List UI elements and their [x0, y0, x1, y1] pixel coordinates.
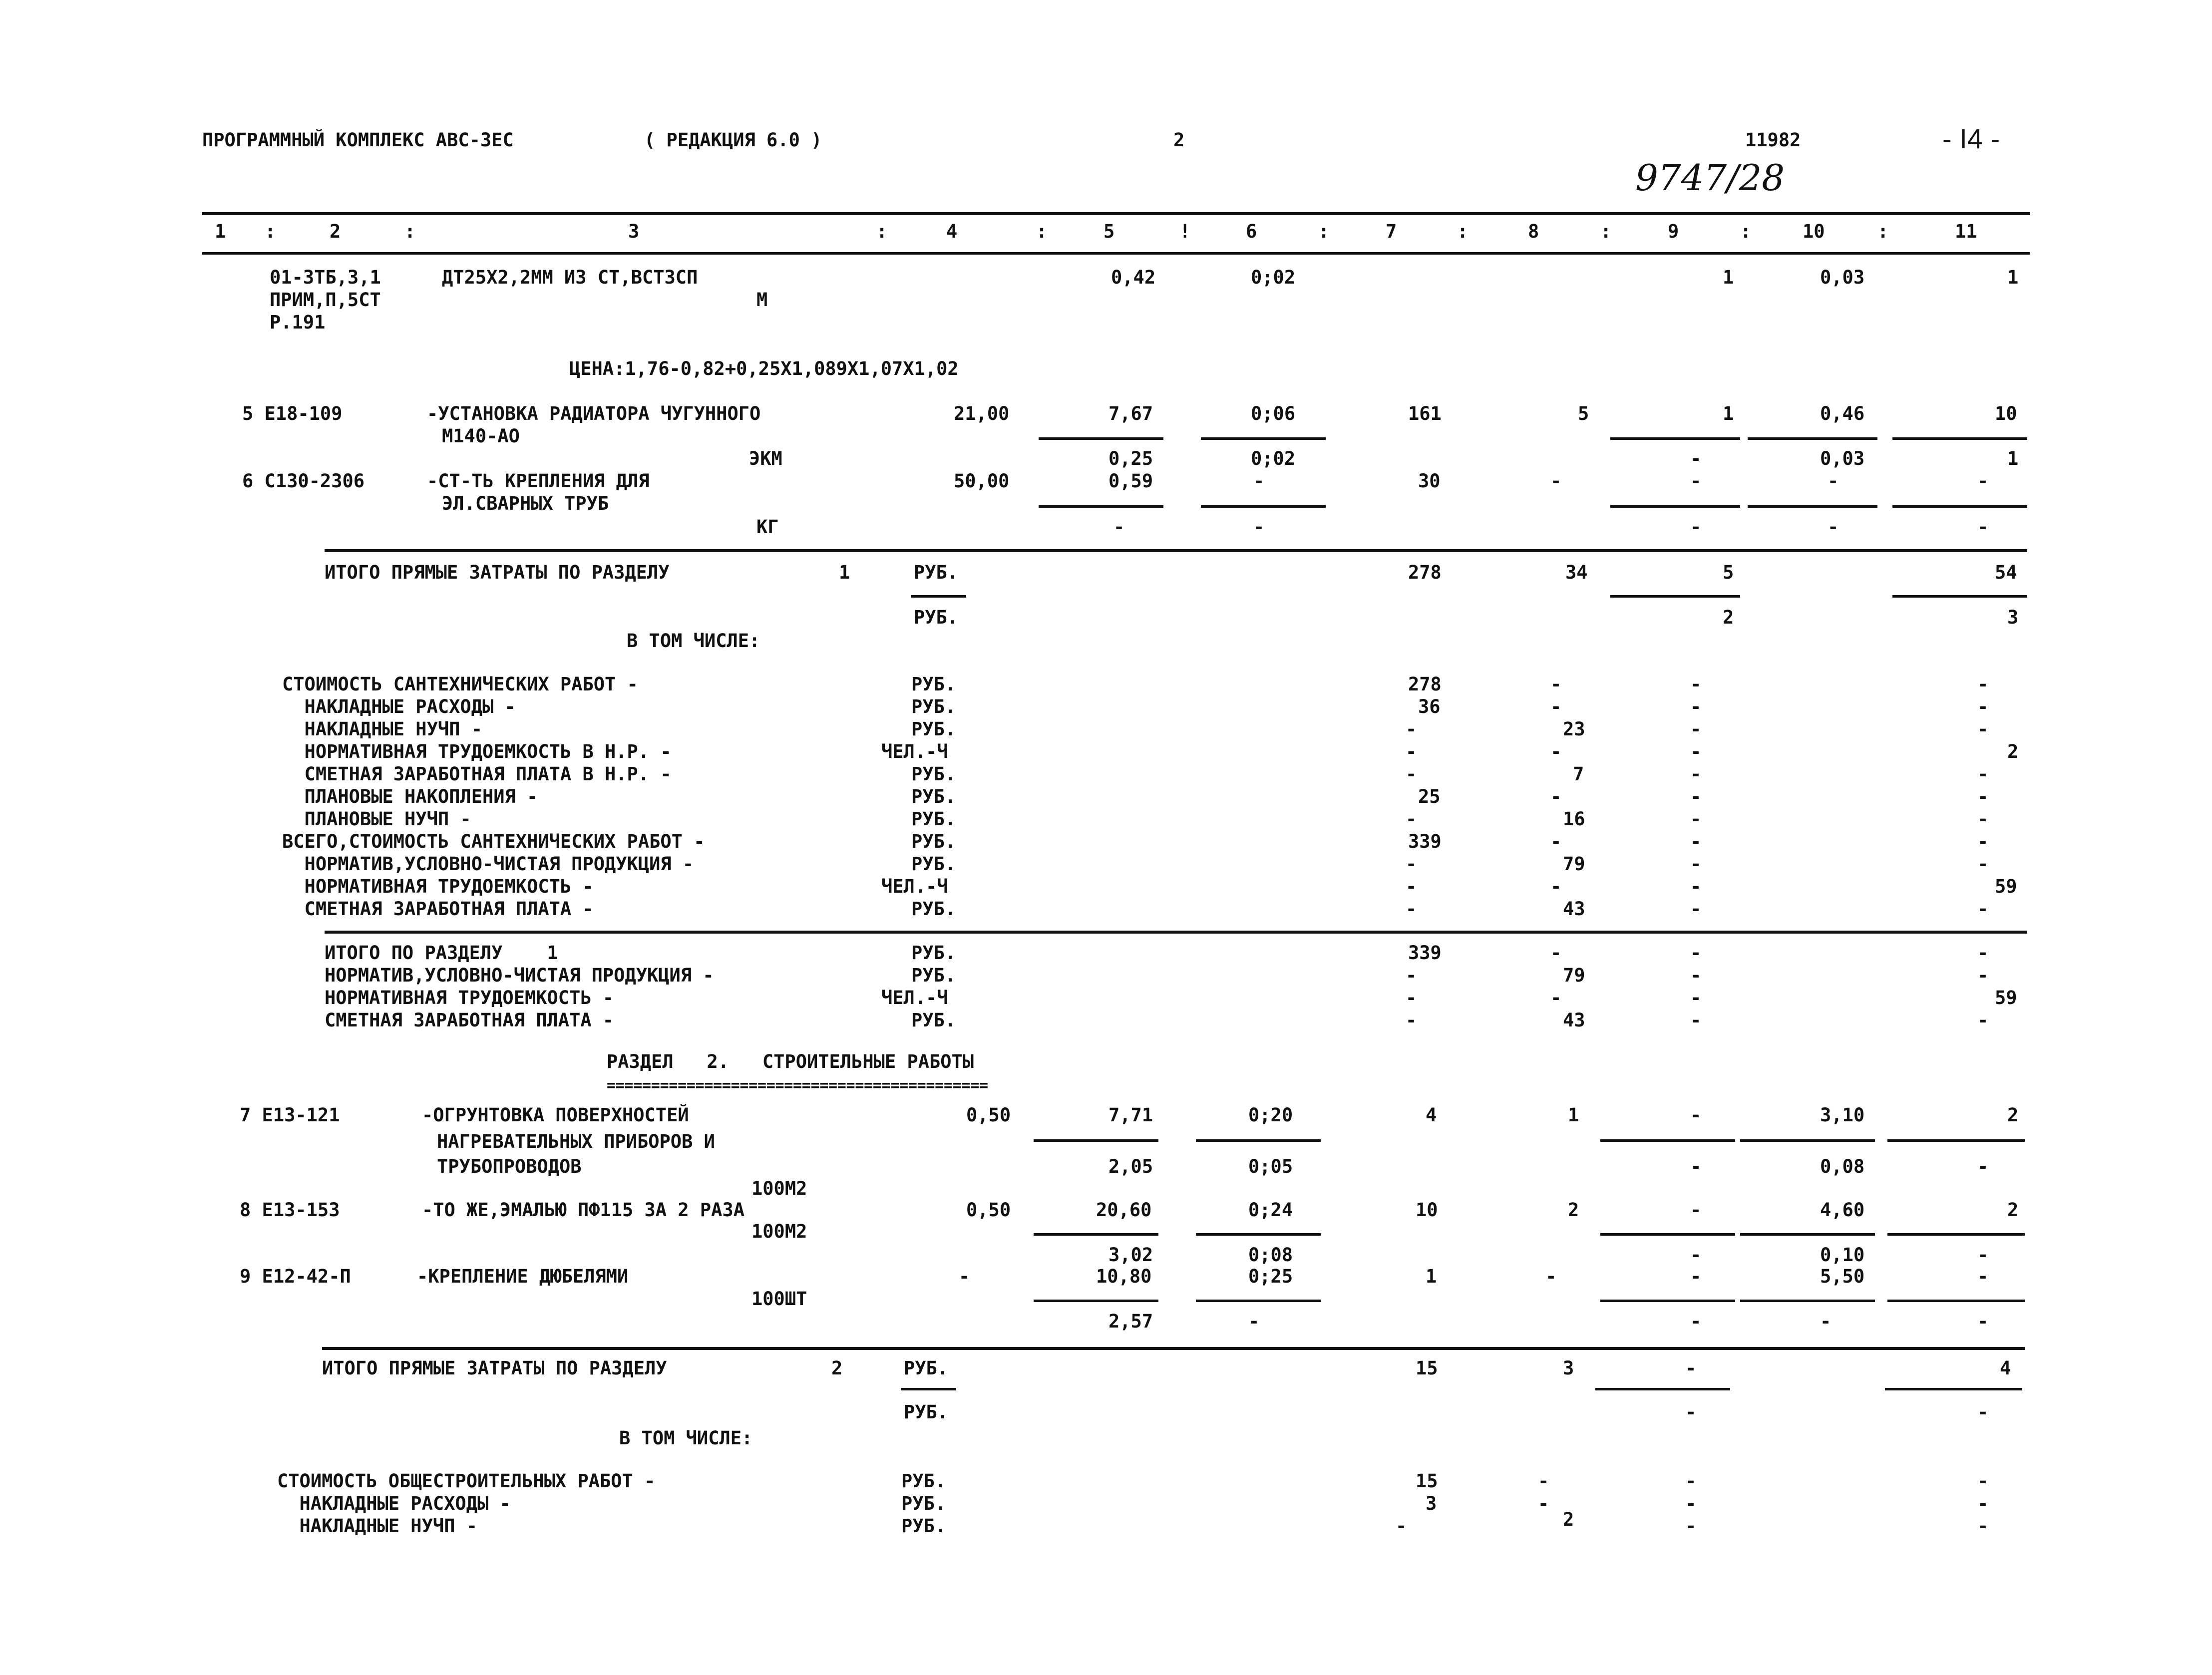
- divider: [1740, 1300, 1875, 1302]
- cell: 2: [2007, 741, 2019, 762]
- cell: -: [1690, 853, 1702, 875]
- page-number: - I4 -: [1942, 123, 2000, 154]
- row-description: ЭЛ.СВАРНЫХ ТРУБ: [442, 493, 609, 514]
- cell: 43: [1563, 898, 1585, 920]
- cell: -: [1685, 1470, 1697, 1492]
- program-name: ПРОГРАММНЫЙ КОМПЛЕКС АВС-3ЕС: [202, 129, 514, 151]
- cell: -: [1545, 1266, 1557, 1287]
- item-unit: РУБ.: [911, 831, 956, 852]
- divider: [1201, 437, 1326, 440]
- cell: -: [1977, 965, 1989, 986]
- cell: -: [1550, 987, 1562, 1008]
- cell: -: [1690, 1311, 1702, 1332]
- cell: -: [1550, 673, 1562, 695]
- column-separator: :: [265, 221, 276, 242]
- cell: -: [1977, 763, 1989, 785]
- cell: -: [1690, 942, 1702, 964]
- item-unit: РУБ.: [911, 1009, 956, 1031]
- row-code: 9 Е12-42-П: [240, 1266, 351, 1287]
- cell: -: [1406, 876, 1417, 897]
- cell: -: [1977, 1266, 1989, 1287]
- divider: [1196, 1233, 1321, 1236]
- item-unit: РУБ.: [911, 942, 956, 964]
- divider: [1892, 437, 2027, 440]
- cell: 2: [1563, 1509, 1574, 1530]
- cell: -: [1685, 1493, 1697, 1514]
- cell: 2,57: [1108, 1311, 1153, 1332]
- cell: 0,42: [1111, 267, 1156, 288]
- item-label: ПЛАНОВЫЕ НАКОПЛЕНИЯ -: [282, 786, 538, 807]
- cell: 23: [1563, 718, 1585, 740]
- divider: [1887, 1300, 2025, 1302]
- item-unit: РУБ.: [911, 763, 956, 785]
- cell: 1: [1723, 267, 1734, 288]
- cell: -: [1690, 673, 1702, 695]
- row-description: -СТ-ТЬ КРЕПЛЕНИЯ ДЛЯ: [427, 470, 650, 492]
- cell: -: [1977, 1493, 1989, 1514]
- row-description: ДТ25Х2,2ММ ИЗ СТ,ВСТ3СП: [442, 267, 698, 288]
- total-rule: [325, 549, 2027, 552]
- divider: [1892, 505, 2027, 508]
- divider: [1892, 595, 2027, 598]
- column-header: 2: [330, 221, 341, 242]
- section-rule: [325, 931, 2027, 934]
- cell: 3: [1426, 1493, 1437, 1514]
- divider: [1600, 1139, 1735, 1142]
- column-header: 10: [1803, 221, 1825, 242]
- cell: -: [1406, 718, 1417, 740]
- row-code: 7 Е13-121: [240, 1104, 340, 1126]
- cell: 0,50: [966, 1199, 1011, 1221]
- row-unit: 100М2: [751, 1221, 807, 1242]
- cell: 339: [1408, 942, 1442, 964]
- cell: 50,00: [954, 470, 1010, 492]
- cell: 79: [1563, 853, 1585, 875]
- cell: -: [1690, 1104, 1702, 1126]
- cell: -: [1828, 470, 1839, 492]
- cell: -: [1977, 696, 1989, 717]
- row-description: М140-АО: [442, 425, 520, 447]
- cell: 2: [2007, 1104, 2019, 1126]
- cell: 5: [1723, 562, 1734, 583]
- cell: 161: [1408, 403, 1442, 424]
- divider: [1039, 437, 1163, 440]
- row-code: ПРИМ,П,5СТ: [270, 289, 381, 311]
- divider: [1196, 1300, 1321, 1302]
- subheading: В ТОМ ЧИСЛЕ:: [619, 1427, 753, 1449]
- total-unit: РУБ.: [914, 607, 959, 628]
- item-label: НОРМАТИВ,УСЛОВНО-ЧИСТАЯ ПРОДУКЦИЯ -: [325, 965, 714, 986]
- cell: -: [1690, 987, 1702, 1008]
- cell: 25: [1418, 786, 1441, 807]
- item-unit: РУБ.: [911, 853, 956, 875]
- cell: -: [1406, 741, 1417, 762]
- cell: -: [1690, 718, 1702, 740]
- cell: 0,25: [1108, 448, 1153, 469]
- cell: -: [1406, 1009, 1417, 1031]
- item-label: СМЕТНАЯ ЗАРАБОТНАЯ ПЛАТА -: [282, 898, 594, 920]
- cell: -: [1550, 696, 1562, 717]
- cell: 10: [1995, 403, 2017, 424]
- divider: [1887, 1233, 2025, 1236]
- document-code: 11982: [1745, 129, 1801, 151]
- cell: -: [1550, 786, 1562, 807]
- cell: -: [1690, 876, 1702, 897]
- cell: -: [1977, 831, 1989, 852]
- divider: [1885, 1388, 2022, 1390]
- cell: -: [1113, 516, 1125, 538]
- cell: -: [1248, 1311, 1260, 1332]
- divider: [1600, 1233, 1735, 1236]
- item-unit: ЧЕЛ.-Ч: [881, 987, 948, 1008]
- cell: 5: [1578, 403, 1589, 424]
- cell: -: [1820, 1311, 1832, 1332]
- cell: -: [1253, 516, 1265, 538]
- cell: -: [1550, 831, 1562, 852]
- cell: -: [1690, 1199, 1702, 1221]
- cell: 0;06: [1251, 403, 1296, 424]
- cell: -: [959, 1266, 970, 1287]
- cell: -: [1977, 470, 1989, 492]
- cell: -: [1977, 942, 1989, 964]
- cell: -: [1690, 1156, 1702, 1177]
- cell: 1: [2007, 267, 2019, 288]
- cell: 1: [2007, 448, 2019, 469]
- cell: -: [1396, 1515, 1407, 1537]
- divider: [1034, 1300, 1158, 1302]
- cell: -: [1977, 516, 1989, 538]
- column-header: 1: [215, 221, 226, 242]
- item-label: ИТОГО ПО РАЗДЕЛУ 1: [325, 942, 558, 964]
- cell: -: [1977, 673, 1989, 695]
- cell: -: [1406, 987, 1417, 1008]
- cell: 1: [1723, 403, 1734, 424]
- cell: -: [1685, 1401, 1697, 1423]
- total-rule: [322, 1347, 2025, 1350]
- column-separator: !: [1179, 221, 1191, 242]
- cell: -: [1690, 808, 1702, 830]
- item-label: СМЕТНАЯ ЗАРАБОТНАЯ ПЛАТА -: [325, 1009, 614, 1031]
- item-unit: РУБ.: [911, 808, 956, 830]
- cell: -: [1406, 898, 1417, 920]
- column-separator: :: [1740, 221, 1752, 242]
- section-title-underline: ===========================================: [607, 1077, 988, 1094]
- cell: -: [1977, 1009, 1989, 1031]
- cell: 34: [1565, 562, 1588, 583]
- item-label: НОРМАТИВНАЯ ТРУДОЕМКОСТЬ В Н.Р. -: [282, 741, 672, 762]
- cell: 0;20: [1248, 1104, 1293, 1126]
- column-separator: :: [404, 221, 416, 242]
- item-label: НАКЛАДНЫЕ НУЧП -: [282, 718, 482, 740]
- column-header: 9: [1668, 221, 1679, 242]
- column-separator: :: [1318, 221, 1330, 242]
- cell: 5,50: [1820, 1266, 1865, 1287]
- divider: [1748, 437, 1877, 440]
- row-description: НАГРЕВАТЕЛЬНЫХ ПРИБОРОВ И: [437, 1131, 715, 1152]
- column-separator: :: [1600, 221, 1612, 242]
- item-unit: РУБ.: [911, 718, 956, 740]
- row-code: 6 С130-2306: [242, 470, 365, 492]
- item-unit: ЧЕЛ.-Ч: [881, 741, 948, 762]
- section-title: РАЗДЕЛ 2. СТРОИТЕЛЬНЫЕ РАБОТЫ: [607, 1051, 974, 1072]
- divider: [1740, 1233, 1875, 1236]
- cell: 339: [1408, 831, 1442, 852]
- cell: -: [1550, 942, 1562, 964]
- cell: 0;02: [1251, 267, 1296, 288]
- row-unit: КГ: [756, 516, 779, 538]
- item-label: НАКЛАДНЫЕ НУЧП -: [277, 1515, 477, 1537]
- edition-label: ( РЕДАКЦИЯ 6.0 ): [644, 129, 822, 151]
- item-label: НАКЛАДНЫЕ РАСХОДЫ -: [277, 1493, 511, 1514]
- cell: 3,02: [1108, 1244, 1153, 1266]
- divider: [1610, 505, 1740, 508]
- cell: 43: [1563, 1009, 1585, 1031]
- total-unit: РУБ.: [914, 562, 959, 583]
- row-description: ТРУБОПРОВОДОВ: [437, 1156, 582, 1177]
- cell: 3,10: [1820, 1104, 1865, 1126]
- cell: -: [1977, 1401, 1989, 1423]
- column-header: 6: [1246, 221, 1257, 242]
- row-description: -ОГРУНТОВКА ПОВЕРХНОСТЕЙ: [422, 1104, 689, 1126]
- cell: -: [1690, 696, 1702, 717]
- header-bottom-rule: [202, 252, 2030, 255]
- column-header: 11: [1955, 221, 1977, 242]
- cell: 0,59: [1108, 470, 1153, 492]
- item-unit: РУБ.: [901, 1493, 946, 1514]
- total-unit: РУБ.: [904, 1401, 949, 1423]
- cell: 7,71: [1108, 1104, 1153, 1126]
- cell: 21,00: [954, 403, 1010, 424]
- divider: [1740, 1139, 1875, 1142]
- column-separator: :: [1036, 221, 1048, 242]
- cell: -: [1406, 763, 1417, 785]
- row-code: Р.191: [270, 312, 326, 333]
- divider: [901, 1388, 956, 1390]
- item-unit: РУБ.: [901, 1470, 946, 1492]
- cell: 20,60: [1096, 1199, 1152, 1221]
- cell: 4,60: [1820, 1199, 1865, 1221]
- cell: 4: [1426, 1104, 1437, 1126]
- cell: 0;05: [1248, 1156, 1293, 1177]
- cell: -: [1977, 718, 1989, 740]
- cell: -: [1690, 831, 1702, 852]
- divider: [911, 595, 966, 598]
- cell: -: [1977, 1311, 1989, 1332]
- cell: 2: [1568, 1199, 1579, 1221]
- cell: 16: [1563, 808, 1585, 830]
- cell: 36: [1418, 696, 1441, 717]
- cell: 0,03: [1820, 448, 1865, 469]
- cell: 1: [1568, 1104, 1579, 1126]
- item-label: СТОИМОСТЬ ОБЩЕСТРОИТЕЛЬНЫХ РАБОТ -: [277, 1470, 656, 1492]
- cell: -: [1977, 898, 1989, 920]
- cell: 0;08: [1248, 1244, 1293, 1266]
- item-label: НОРМАТИВ,УСЛОВНО-ЧИСТАЯ ПРОДУКЦИЯ -: [282, 853, 694, 875]
- row-code: 8 Е13-153: [240, 1199, 340, 1221]
- cell: 10,80: [1096, 1266, 1152, 1287]
- cell: -: [1406, 965, 1417, 986]
- cell: 0;24: [1248, 1199, 1293, 1221]
- cell: -: [1690, 965, 1702, 986]
- cell: -: [1690, 741, 1702, 762]
- cell: 278: [1408, 673, 1442, 695]
- divider: [1748, 505, 1877, 508]
- item-label: СМЕТНАЯ ЗАРАБОТНАЯ ПЛАТА В Н.Р. -: [282, 763, 672, 785]
- total-section-number: 2: [831, 1357, 843, 1379]
- row-code: 01-3ТБ,3,1: [270, 267, 381, 288]
- cell: -: [1690, 1266, 1702, 1287]
- item-unit: РУБ.: [911, 696, 956, 717]
- cell: -: [1977, 786, 1989, 807]
- cell: 0;02: [1251, 448, 1296, 469]
- row-description: -ТО ЖЕ,ЭМАЛЬЮ ПФ115 ЗА 2 РАЗА: [422, 1199, 745, 1221]
- cell: -: [1690, 470, 1702, 492]
- total-unit: РУБ.: [904, 1357, 949, 1379]
- item-label: СТОИМОСТЬ САНТЕХНИЧЕСКИХ РАБОТ -: [282, 673, 638, 695]
- column-separator: :: [876, 221, 888, 242]
- cell: 59: [1995, 987, 2017, 1008]
- cell: 1: [1426, 1266, 1437, 1287]
- total-label: ИТОГО ПРЯМЫЕ ЗАТРАТЫ ПО РАЗДЕЛУ: [322, 1357, 667, 1379]
- cell: -: [1685, 1515, 1697, 1537]
- item-unit: РУБ.: [901, 1515, 946, 1537]
- divider: [1196, 1139, 1321, 1142]
- cell: 0,08: [1820, 1156, 1865, 1177]
- column-header: 5: [1104, 221, 1115, 242]
- column-header: 4: [946, 221, 958, 242]
- row-description: -УСТАНОВКА РАДИАТОРА ЧУГУННОГО: [427, 403, 761, 424]
- cell: -: [1538, 1493, 1549, 1514]
- cell: 2: [1723, 607, 1734, 628]
- cell: 0;25: [1248, 1266, 1293, 1287]
- cell: -: [1690, 1244, 1702, 1266]
- price-formula: ЦЕНА:1,76-0,82+0,25Х1,089Х1,07Х1,02: [569, 358, 959, 379]
- divider: [1610, 595, 1740, 598]
- column-header: 7: [1386, 221, 1397, 242]
- total-section-number: 1: [839, 562, 850, 583]
- cell: -: [1406, 853, 1417, 875]
- divider: [1034, 1233, 1158, 1236]
- divider: [1034, 1139, 1158, 1142]
- total-label: ИТОГО ПРЯМЫЕ ЗАТРАТЫ ПО РАЗДЕЛУ: [325, 562, 670, 583]
- cell: -: [1828, 516, 1839, 538]
- cell: 15: [1416, 1470, 1438, 1492]
- cell: 3: [2007, 607, 2019, 628]
- item-unit: РУБ.: [911, 673, 956, 695]
- cell: -: [1690, 448, 1702, 469]
- column-header: 3: [628, 221, 640, 242]
- column-separator: :: [1457, 221, 1469, 242]
- divider: [1039, 505, 1163, 508]
- item-label: НОРМАТИВНАЯ ТРУДОЕМКОСТЬ -: [325, 987, 614, 1008]
- cell: 59: [1995, 876, 2017, 897]
- item-label: НАКЛАДНЫЕ РАСХОДЫ -: [282, 696, 516, 717]
- item-label: ПЛАНОВЫЕ НУЧП -: [282, 808, 471, 830]
- divider: [1887, 1139, 2025, 1142]
- cell: -: [1977, 1244, 1989, 1266]
- cell: 0,46: [1820, 403, 1865, 424]
- cell: 7: [1573, 763, 1584, 785]
- cell: -: [1690, 516, 1702, 538]
- cell: -: [1538, 1470, 1549, 1492]
- divider: [1201, 505, 1326, 508]
- cell: 0,10: [1820, 1244, 1865, 1266]
- cell: 4: [2000, 1357, 2011, 1379]
- cell: -: [1690, 786, 1702, 807]
- cell: 3: [1563, 1357, 1574, 1379]
- cell: -: [1406, 808, 1417, 830]
- sheet-number: 2: [1173, 129, 1185, 151]
- row-description: -КРЕПЛЕНИЕ ДЮБЕЛЯМИ: [417, 1266, 629, 1287]
- subheading: В ТОМ ЧИСЛЕ:: [627, 630, 760, 652]
- item-unit: РУБ.: [911, 898, 956, 920]
- cell: 10: [1416, 1199, 1438, 1221]
- item-unit: РУБ.: [911, 786, 956, 807]
- cell: -: [1690, 1009, 1702, 1031]
- item-unit: ЧЕЛ.-Ч: [881, 876, 948, 897]
- cell: 54: [1995, 562, 2017, 583]
- cell: 7,67: [1108, 403, 1153, 424]
- cell: -: [1685, 1357, 1697, 1379]
- cell: -: [1690, 763, 1702, 785]
- row-code: 5 Е18-109: [242, 403, 343, 424]
- row-unit: 100ШТ: [751, 1288, 807, 1310]
- divider: [1600, 1300, 1735, 1302]
- cell: 0,03: [1820, 267, 1865, 288]
- cell: 0,50: [966, 1104, 1011, 1126]
- cell: 30: [1418, 470, 1441, 492]
- column-header: 8: [1528, 221, 1539, 242]
- cell: -: [1690, 898, 1702, 920]
- divider: [1595, 1388, 1730, 1390]
- cell: 15: [1416, 1357, 1438, 1379]
- cell: -: [1253, 470, 1265, 492]
- cell: -: [1977, 853, 1989, 875]
- cell: -: [1977, 1470, 1989, 1492]
- row-unit: ЭКМ: [749, 448, 782, 469]
- cell: -: [1550, 741, 1562, 762]
- cell: 79: [1563, 965, 1585, 986]
- cell: -: [1977, 1515, 1989, 1537]
- column-separator: :: [1877, 221, 1889, 242]
- item-unit: РУБ.: [911, 965, 956, 986]
- cell: 2: [2007, 1199, 2019, 1221]
- cell: -: [1550, 470, 1562, 492]
- item-label: НОРМАТИВНАЯ ТРУДОЕМКОСТЬ -: [282, 876, 594, 897]
- handwritten-note: 9747/28: [1635, 157, 1785, 199]
- header-top-rule: [202, 212, 2030, 215]
- row-unit: М: [756, 289, 768, 311]
- cell: 2,05: [1108, 1156, 1153, 1177]
- row-unit: 100М2: [751, 1178, 807, 1199]
- cell: -: [1977, 808, 1989, 830]
- item-label: ВСЕГО,СТОИМОСТЬ САНТЕХНИЧЕСКИХ РАБОТ -: [282, 831, 705, 852]
- cell: -: [1977, 1156, 1989, 1177]
- cell: 278: [1408, 562, 1442, 583]
- cell: -: [1550, 876, 1562, 897]
- divider: [1610, 437, 1740, 440]
